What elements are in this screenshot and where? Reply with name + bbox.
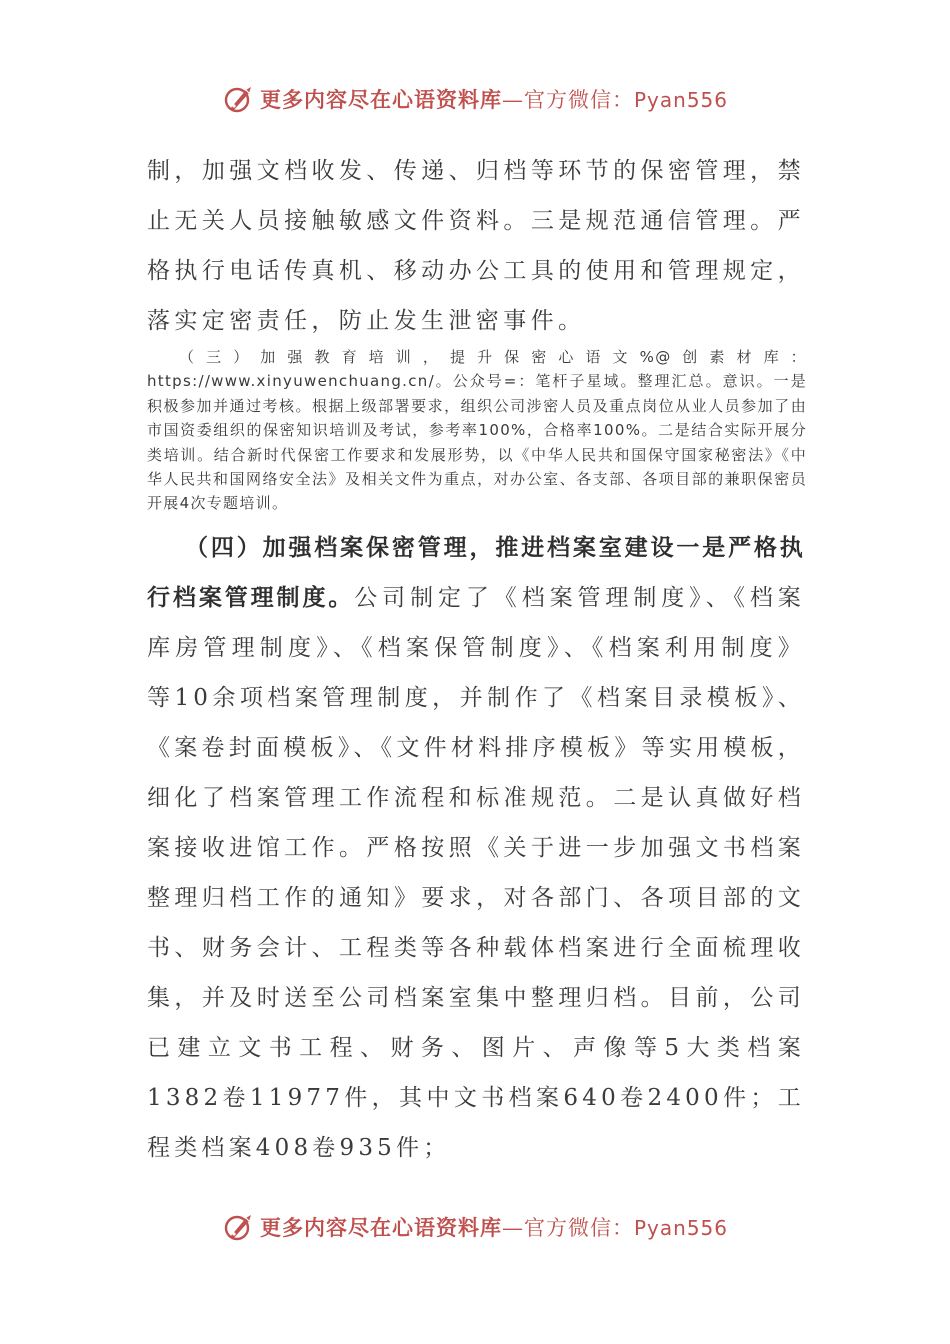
banner-separator-text: —官方微信： — [501, 1216, 634, 1240]
footer-banner — [0, 1210, 950, 1244]
section-heading-archive: （四）加强档案保密管理，推进档案室建设一是严格执行档案管理制度。 — [147, 534, 805, 611]
banner-wechat-id: Pyan556 — [633, 1216, 728, 1240]
banner-wechat-id: Pyan556 — [633, 88, 728, 112]
header-banner — [0, 82, 950, 116]
pen-nib-logo-icon — [222, 82, 256, 116]
banner-separator-text: —官方微信： — [501, 88, 634, 112]
pen-nib-logo-icon — [222, 1210, 256, 1244]
paragraph-communication-management: 制，加强文档收发、传递、归档等环节的保密管理，禁止无关人员接触敏感文件资料。三是规范通信管理。严格执行电话传真机、移动办公工具的使用和管理规定，落实定密责任，防止发生泄密事件。 — [147, 158, 805, 334]
paragraph-archive-body: 公司制定了《档案管理制度》、《档案库房管理制度》、《档案保管制度》、《档案利用制度》等10余项档案管理制度，并制作了《档案目录模板》、《案卷封面模板》、《文件材料排序模板》等实用模板，细化了档案管理工作流程和标准规范。二是认真做好档案接收进馆工作。严格按照《关于进一步加强文书档案整理归档工作的通知》要求，对各部门、各项目部的文书、财务会计、工程类等各种载体档案进行全面梳理收集，并及时送至公司档案室集中整理归档。目前，公司已建立文书工程、财务、图片、声像等5大类档案1382卷11977件，其中文书档案640卷2400件；工程类档案408卷935件； — [147, 585, 805, 1161]
paragraph-archive-management — [147, 523, 805, 1173]
banner-text — [260, 84, 728, 114]
banner-main-text: 更多内容尽在心语资料库 — [259, 1215, 502, 1240]
paragraph-education-training: （三）加强教育培训，提升保密心语文%@创素材库：https://www.xinyuwenchuang.cn/。公众号=：笔杆子星域。整理汇总。意识。一是积极参加并通过考核。根据上级部署要求，组织公司涉密人员及重点岗位从业人员参加了由市国资委组织的保密知识培训及考试，参考率100%，合格率100%。二是结合实际开展分类培训。结合新时代保密工作要求和发展形势，以《中华人民共和国保守国家秘密法》《中华人民共和国网络安全法》及相关文件为重点，对办公室、各支部、各项目部的兼职保密员开展4次专题培训。 — [147, 348, 807, 513]
banner-text — [260, 1212, 728, 1242]
banner-main-text: 更多内容尽在心语资料库 — [259, 87, 502, 112]
